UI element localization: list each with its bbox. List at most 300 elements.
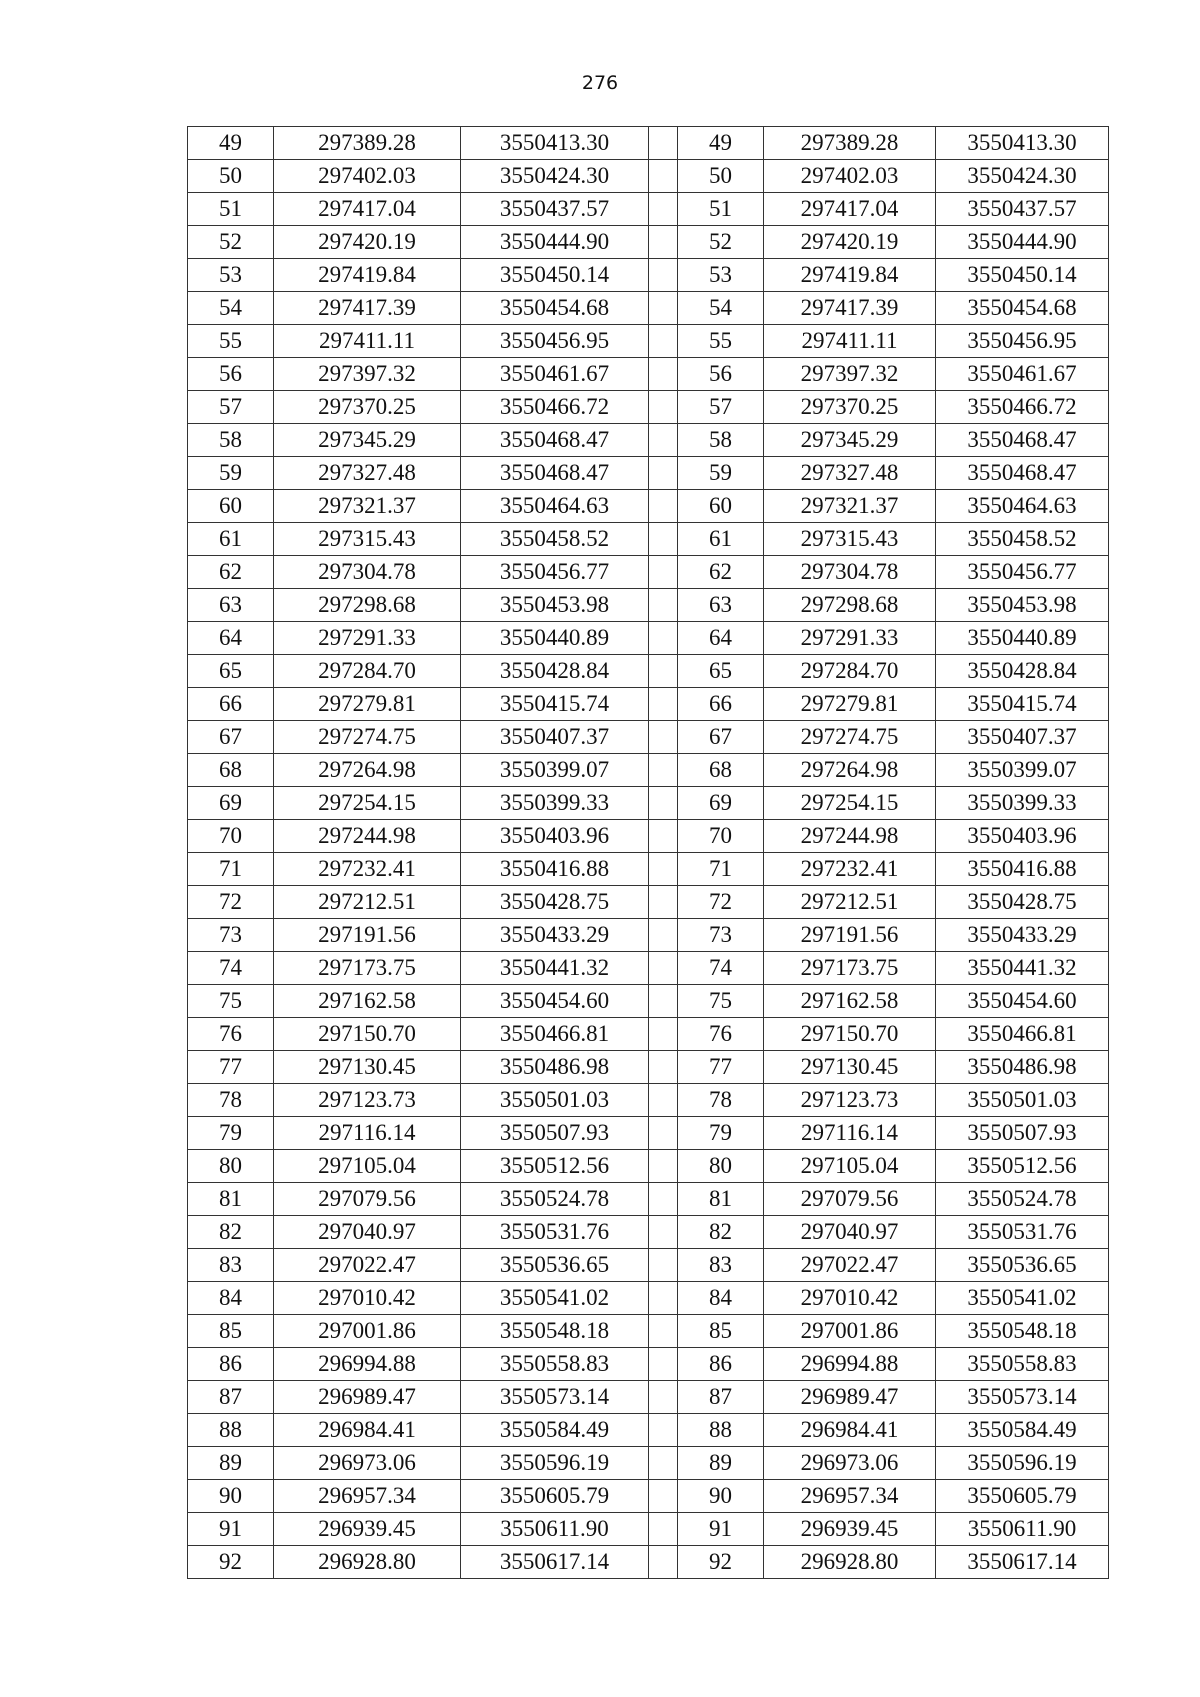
- right-x-coord-cell: 297327.48: [764, 457, 936, 490]
- right-x-coord-cell: 297254.15: [764, 787, 936, 820]
- right-point-id-cell: 78: [678, 1084, 764, 1117]
- left-y-coord-cell: 3550461.67: [461, 358, 649, 391]
- spacer-cell: [649, 820, 678, 853]
- right-point-id-cell: 57: [678, 391, 764, 424]
- right-x-coord-cell: 297370.25: [764, 391, 936, 424]
- left-y-coord-cell: 3550466.81: [461, 1018, 649, 1051]
- table-row: [188, 721, 1109, 754]
- left-point-id-cell: 74: [188, 952, 274, 985]
- left-y-coord-cell: 3550541.02: [461, 1282, 649, 1315]
- left-x-coord-cell: 296973.06: [274, 1447, 461, 1480]
- right-y-coord-cell: 3550466.81: [936, 1018, 1109, 1051]
- spacer-cell: [649, 292, 678, 325]
- table-row: [188, 1117, 1109, 1150]
- left-x-coord-cell: 296984.41: [274, 1414, 461, 1447]
- right-y-coord-cell: 3550573.14: [936, 1381, 1109, 1414]
- left-x-coord-cell: 297315.43: [274, 523, 461, 556]
- right-y-coord-cell: 3550416.88: [936, 853, 1109, 886]
- left-point-id-cell: 70: [188, 820, 274, 853]
- left-point-id-cell: 53: [188, 259, 274, 292]
- right-y-coord-cell: 3550444.90: [936, 226, 1109, 259]
- right-y-coord-cell: 3550486.98: [936, 1051, 1109, 1084]
- spacer-cell: [649, 1117, 678, 1150]
- left-point-id-cell: 78: [188, 1084, 274, 1117]
- left-y-coord-cell: 3550464.63: [461, 490, 649, 523]
- left-point-id-cell: 57: [188, 391, 274, 424]
- spacer-cell: [649, 490, 678, 523]
- left-y-coord-cell: 3550507.93: [461, 1117, 649, 1150]
- table-row: [188, 688, 1109, 721]
- right-point-id-cell: 77: [678, 1051, 764, 1084]
- table-row: [188, 1381, 1109, 1414]
- right-x-coord-cell: 297022.47: [764, 1249, 936, 1282]
- left-x-coord-cell: 297130.45: [274, 1051, 461, 1084]
- left-y-coord-cell: 3550399.33: [461, 787, 649, 820]
- table-row: [188, 358, 1109, 391]
- left-x-coord-cell: 297191.56: [274, 919, 461, 952]
- spacer-cell: [649, 457, 678, 490]
- left-y-coord-cell: 3550468.47: [461, 424, 649, 457]
- right-point-id-cell: 70: [678, 820, 764, 853]
- right-x-coord-cell: 297284.70: [764, 655, 936, 688]
- left-y-coord-cell: 3550453.98: [461, 589, 649, 622]
- left-y-coord-cell: 3550466.72: [461, 391, 649, 424]
- left-x-coord-cell: 297304.78: [274, 556, 461, 589]
- table-row: [188, 1216, 1109, 1249]
- left-x-coord-cell: 297105.04: [274, 1150, 461, 1183]
- left-point-id-cell: 86: [188, 1348, 274, 1381]
- right-y-coord-cell: 3550524.78: [936, 1183, 1109, 1216]
- spacer-cell: [649, 1183, 678, 1216]
- right-point-id-cell: 63: [678, 589, 764, 622]
- left-point-id-cell: 62: [188, 556, 274, 589]
- left-point-id-cell: 66: [188, 688, 274, 721]
- right-point-id-cell: 83: [678, 1249, 764, 1282]
- left-point-id-cell: 60: [188, 490, 274, 523]
- spacer-cell: [649, 886, 678, 919]
- spacer-cell: [649, 391, 678, 424]
- left-point-id-cell: 79: [188, 1117, 274, 1150]
- left-point-id-cell: 81: [188, 1183, 274, 1216]
- right-y-coord-cell: 3550399.07: [936, 754, 1109, 787]
- right-point-id-cell: 80: [678, 1150, 764, 1183]
- left-y-coord-cell: 3550413.30: [461, 127, 649, 160]
- table-row: [188, 1183, 1109, 1216]
- spacer-cell: [649, 1546, 678, 1579]
- left-point-id-cell: 71: [188, 853, 274, 886]
- left-x-coord-cell: 297417.39: [274, 292, 461, 325]
- table-row: [188, 1348, 1109, 1381]
- left-point-id-cell: 49: [188, 127, 274, 160]
- left-x-coord-cell: 297254.15: [274, 787, 461, 820]
- left-point-id-cell: 50: [188, 160, 274, 193]
- right-x-coord-cell: 297079.56: [764, 1183, 936, 1216]
- right-x-coord-cell: 297040.97: [764, 1216, 936, 1249]
- right-x-coord-cell: 297298.68: [764, 589, 936, 622]
- left-point-id-cell: 68: [188, 754, 274, 787]
- right-y-coord-cell: 3550428.84: [936, 655, 1109, 688]
- page-number: 276: [581, 72, 619, 94]
- right-point-id-cell: 58: [678, 424, 764, 457]
- right-x-coord-cell: 297232.41: [764, 853, 936, 886]
- right-y-coord-cell: 3550605.79: [936, 1480, 1109, 1513]
- right-x-coord-cell: 297150.70: [764, 1018, 936, 1051]
- right-x-coord-cell: 297417.04: [764, 193, 936, 226]
- right-point-id-cell: 68: [678, 754, 764, 787]
- left-x-coord-cell: 297345.29: [274, 424, 461, 457]
- left-y-coord-cell: 3550454.60: [461, 985, 649, 1018]
- right-y-coord-cell: 3550531.76: [936, 1216, 1109, 1249]
- right-point-id-cell: 65: [678, 655, 764, 688]
- right-y-coord-cell: 3550450.14: [936, 259, 1109, 292]
- right-point-id-cell: 71: [678, 853, 764, 886]
- right-y-coord-cell: 3550453.98: [936, 589, 1109, 622]
- right-y-coord-cell: 3550536.65: [936, 1249, 1109, 1282]
- right-y-coord-cell: 3550454.60: [936, 985, 1109, 1018]
- left-y-coord-cell: 3550441.32: [461, 952, 649, 985]
- table-row: [188, 556, 1109, 589]
- right-point-id-cell: 50: [678, 160, 764, 193]
- right-point-id-cell: 81: [678, 1183, 764, 1216]
- left-x-coord-cell: 296989.47: [274, 1381, 461, 1414]
- right-y-coord-cell: 3550458.52: [936, 523, 1109, 556]
- left-point-id-cell: 67: [188, 721, 274, 754]
- spacer-cell: [649, 1018, 678, 1051]
- right-x-coord-cell: 296928.80: [764, 1546, 936, 1579]
- left-x-coord-cell: 297162.58: [274, 985, 461, 1018]
- left-y-coord-cell: 3550531.76: [461, 1216, 649, 1249]
- spacer-cell: [649, 622, 678, 655]
- spacer-cell: [649, 358, 678, 391]
- table-row: [188, 853, 1109, 886]
- left-x-coord-cell: 296957.34: [274, 1480, 461, 1513]
- left-y-coord-cell: 3550424.30: [461, 160, 649, 193]
- right-point-id-cell: 82: [678, 1216, 764, 1249]
- spacer-cell: [649, 259, 678, 292]
- right-y-coord-cell: 3550617.14: [936, 1546, 1109, 1579]
- spacer-cell: [649, 919, 678, 952]
- coordinate-table: [187, 126, 1109, 1579]
- right-x-coord-cell: 297291.33: [764, 622, 936, 655]
- right-y-coord-cell: 3550456.77: [936, 556, 1109, 589]
- left-x-coord-cell: 297411.11: [274, 325, 461, 358]
- left-y-coord-cell: 3550617.14: [461, 1546, 649, 1579]
- coordinate-table-body: [188, 127, 1109, 1579]
- right-x-coord-cell: 297274.75: [764, 721, 936, 754]
- left-point-id-cell: 63: [188, 589, 274, 622]
- right-x-coord-cell: 296973.06: [764, 1447, 936, 1480]
- right-point-id-cell: 55: [678, 325, 764, 358]
- table-row: [188, 226, 1109, 259]
- table-row: [188, 1018, 1109, 1051]
- right-x-coord-cell: 296957.34: [764, 1480, 936, 1513]
- left-y-coord-cell: 3550399.07: [461, 754, 649, 787]
- right-y-coord-cell: 3550584.49: [936, 1414, 1109, 1447]
- left-y-coord-cell: 3550437.57: [461, 193, 649, 226]
- left-x-coord-cell: 297284.70: [274, 655, 461, 688]
- right-point-id-cell: 61: [678, 523, 764, 556]
- right-point-id-cell: 60: [678, 490, 764, 523]
- table-row: [188, 985, 1109, 1018]
- right-y-coord-cell: 3550424.30: [936, 160, 1109, 193]
- right-x-coord-cell: 297105.04: [764, 1150, 936, 1183]
- spacer-cell: [649, 589, 678, 622]
- right-point-id-cell: 51: [678, 193, 764, 226]
- right-x-coord-cell: 296984.41: [764, 1414, 936, 1447]
- left-x-coord-cell: 296928.80: [274, 1546, 461, 1579]
- right-y-coord-cell: 3550399.33: [936, 787, 1109, 820]
- left-x-coord-cell: 297298.68: [274, 589, 461, 622]
- left-point-id-cell: 64: [188, 622, 274, 655]
- right-x-coord-cell: 297279.81: [764, 688, 936, 721]
- left-x-coord-cell: 297010.42: [274, 1282, 461, 1315]
- left-point-id-cell: 51: [188, 193, 274, 226]
- right-point-id-cell: 86: [678, 1348, 764, 1381]
- table-row: [188, 457, 1109, 490]
- spacer-cell: [649, 1480, 678, 1513]
- left-x-coord-cell: 297232.41: [274, 853, 461, 886]
- right-point-id-cell: 74: [678, 952, 764, 985]
- left-point-id-cell: 90: [188, 1480, 274, 1513]
- left-y-coord-cell: 3550428.84: [461, 655, 649, 688]
- left-x-coord-cell: 297389.28: [274, 127, 461, 160]
- left-y-coord-cell: 3550403.96: [461, 820, 649, 853]
- right-point-id-cell: 66: [678, 688, 764, 721]
- table-row: [188, 127, 1109, 160]
- right-point-id-cell: 73: [678, 919, 764, 952]
- left-x-coord-cell: 296994.88: [274, 1348, 461, 1381]
- left-y-coord-cell: 3550456.77: [461, 556, 649, 589]
- left-y-coord-cell: 3550444.90: [461, 226, 649, 259]
- left-x-coord-cell: 297123.73: [274, 1084, 461, 1117]
- spacer-cell: [649, 193, 678, 226]
- right-y-coord-cell: 3550466.72: [936, 391, 1109, 424]
- left-y-coord-cell: 3550440.89: [461, 622, 649, 655]
- left-x-coord-cell: 297001.86: [274, 1315, 461, 1348]
- table-row: [188, 292, 1109, 325]
- spacer-cell: [649, 424, 678, 457]
- right-x-coord-cell: 297212.51: [764, 886, 936, 919]
- left-x-coord-cell: 297402.03: [274, 160, 461, 193]
- spacer-cell: [649, 556, 678, 589]
- right-y-coord-cell: 3550611.90: [936, 1513, 1109, 1546]
- left-point-id-cell: 56: [188, 358, 274, 391]
- right-point-id-cell: 87: [678, 1381, 764, 1414]
- table-row: [188, 490, 1109, 523]
- left-point-id-cell: 69: [188, 787, 274, 820]
- table-row: [188, 1051, 1109, 1084]
- left-x-coord-cell: 297116.14: [274, 1117, 461, 1150]
- left-y-coord-cell: 3550450.14: [461, 259, 649, 292]
- left-y-coord-cell: 3550605.79: [461, 1480, 649, 1513]
- right-x-coord-cell: 297304.78: [764, 556, 936, 589]
- right-point-id-cell: 75: [678, 985, 764, 1018]
- table-row: [188, 391, 1109, 424]
- right-x-coord-cell: 297130.45: [764, 1051, 936, 1084]
- right-y-coord-cell: 3550501.03: [936, 1084, 1109, 1117]
- left-point-id-cell: 54: [188, 292, 274, 325]
- right-y-coord-cell: 3550433.29: [936, 919, 1109, 952]
- right-x-coord-cell: 297389.28: [764, 127, 936, 160]
- left-x-coord-cell: 297040.97: [274, 1216, 461, 1249]
- left-point-id-cell: 58: [188, 424, 274, 457]
- left-y-coord-cell: 3550596.19: [461, 1447, 649, 1480]
- left-y-coord-cell: 3550416.88: [461, 853, 649, 886]
- right-point-id-cell: 92: [678, 1546, 764, 1579]
- left-x-coord-cell: 297370.25: [274, 391, 461, 424]
- left-x-coord-cell: 297419.84: [274, 259, 461, 292]
- right-y-coord-cell: 3550437.57: [936, 193, 1109, 226]
- spacer-cell: [649, 523, 678, 556]
- left-point-id-cell: 85: [188, 1315, 274, 1348]
- right-y-coord-cell: 3550415.74: [936, 688, 1109, 721]
- right-point-id-cell: 84: [678, 1282, 764, 1315]
- table-row: [188, 1447, 1109, 1480]
- right-x-coord-cell: 297010.42: [764, 1282, 936, 1315]
- left-x-coord-cell: 297274.75: [274, 721, 461, 754]
- left-x-coord-cell: 297264.98: [274, 754, 461, 787]
- right-y-coord-cell: 3550428.75: [936, 886, 1109, 919]
- right-x-coord-cell: 297001.86: [764, 1315, 936, 1348]
- left-y-coord-cell: 3550407.37: [461, 721, 649, 754]
- table-row: [188, 1249, 1109, 1282]
- spacer-cell: [649, 1051, 678, 1084]
- table-row: [188, 523, 1109, 556]
- left-point-id-cell: 83: [188, 1249, 274, 1282]
- left-y-coord-cell: 3550548.18: [461, 1315, 649, 1348]
- right-point-id-cell: 53: [678, 259, 764, 292]
- table-row: [188, 160, 1109, 193]
- spacer-cell: [649, 1381, 678, 1414]
- table-row: [188, 622, 1109, 655]
- spacer-cell: [649, 754, 678, 787]
- left-point-id-cell: 55: [188, 325, 274, 358]
- left-y-coord-cell: 3550415.74: [461, 688, 649, 721]
- right-x-coord-cell: 296939.45: [764, 1513, 936, 1546]
- left-point-id-cell: 77: [188, 1051, 274, 1084]
- left-point-id-cell: 91: [188, 1513, 274, 1546]
- right-point-id-cell: 89: [678, 1447, 764, 1480]
- right-point-id-cell: 90: [678, 1480, 764, 1513]
- right-y-coord-cell: 3550558.83: [936, 1348, 1109, 1381]
- left-x-coord-cell: 297212.51: [274, 886, 461, 919]
- left-x-coord-cell: 297173.75: [274, 952, 461, 985]
- spacer-cell: [649, 1216, 678, 1249]
- right-y-coord-cell: 3550456.95: [936, 325, 1109, 358]
- left-y-coord-cell: 3550458.52: [461, 523, 649, 556]
- right-x-coord-cell: 297417.39: [764, 292, 936, 325]
- table-row: [188, 886, 1109, 919]
- left-y-coord-cell: 3550558.83: [461, 1348, 649, 1381]
- spacer-cell: [649, 127, 678, 160]
- spacer-cell: [649, 721, 678, 754]
- right-x-coord-cell: 297315.43: [764, 523, 936, 556]
- right-x-coord-cell: 297116.14: [764, 1117, 936, 1150]
- left-point-id-cell: 72: [188, 886, 274, 919]
- left-point-id-cell: 75: [188, 985, 274, 1018]
- right-y-coord-cell: 3550548.18: [936, 1315, 1109, 1348]
- spacer-cell: [649, 688, 678, 721]
- left-y-coord-cell: 3550454.68: [461, 292, 649, 325]
- spacer-cell: [649, 1084, 678, 1117]
- left-x-coord-cell: 297397.32: [274, 358, 461, 391]
- table-row: [188, 1084, 1109, 1117]
- table-row: [188, 754, 1109, 787]
- right-y-coord-cell: 3550468.47: [936, 457, 1109, 490]
- right-point-id-cell: 67: [678, 721, 764, 754]
- left-x-coord-cell: 297420.19: [274, 226, 461, 259]
- right-y-coord-cell: 3550454.68: [936, 292, 1109, 325]
- right-x-coord-cell: 297162.58: [764, 985, 936, 1018]
- right-point-id-cell: 76: [678, 1018, 764, 1051]
- table-row: [188, 325, 1109, 358]
- table-row: [188, 919, 1109, 952]
- table-row: [188, 424, 1109, 457]
- right-y-coord-cell: 3550512.56: [936, 1150, 1109, 1183]
- left-y-coord-cell: 3550611.90: [461, 1513, 649, 1546]
- left-y-coord-cell: 3550428.75: [461, 886, 649, 919]
- right-x-coord-cell: 296994.88: [764, 1348, 936, 1381]
- right-x-coord-cell: 297345.29: [764, 424, 936, 457]
- table-row: [188, 655, 1109, 688]
- left-x-coord-cell: 297079.56: [274, 1183, 461, 1216]
- right-point-id-cell: 49: [678, 127, 764, 160]
- right-y-coord-cell: 3550461.67: [936, 358, 1109, 391]
- left-x-coord-cell: 297291.33: [274, 622, 461, 655]
- right-x-coord-cell: 297321.37: [764, 490, 936, 523]
- left-point-id-cell: 82: [188, 1216, 274, 1249]
- left-y-coord-cell: 3550512.56: [461, 1150, 649, 1183]
- spacer-cell: [649, 1513, 678, 1546]
- table-row: [188, 1150, 1109, 1183]
- right-x-coord-cell: 297173.75: [764, 952, 936, 985]
- right-point-id-cell: 56: [678, 358, 764, 391]
- right-point-id-cell: 69: [678, 787, 764, 820]
- right-y-coord-cell: 3550468.47: [936, 424, 1109, 457]
- right-x-coord-cell: 297264.98: [764, 754, 936, 787]
- right-y-coord-cell: 3550596.19: [936, 1447, 1109, 1480]
- spacer-cell: [649, 325, 678, 358]
- left-x-coord-cell: 297244.98: [274, 820, 461, 853]
- left-point-id-cell: 87: [188, 1381, 274, 1414]
- right-y-coord-cell: 3550464.63: [936, 490, 1109, 523]
- left-x-coord-cell: 297327.48: [274, 457, 461, 490]
- spacer-cell: [649, 1348, 678, 1381]
- spacer-cell: [649, 226, 678, 259]
- left-y-coord-cell: 3550573.14: [461, 1381, 649, 1414]
- table-row: [188, 787, 1109, 820]
- spacer-cell: [649, 952, 678, 985]
- right-x-coord-cell: 297244.98: [764, 820, 936, 853]
- right-point-id-cell: 59: [678, 457, 764, 490]
- left-point-id-cell: 92: [188, 1546, 274, 1579]
- left-y-coord-cell: 3550584.49: [461, 1414, 649, 1447]
- spacer-cell: [649, 787, 678, 820]
- spacer-cell: [649, 160, 678, 193]
- left-point-id-cell: 59: [188, 457, 274, 490]
- left-y-coord-cell: 3550486.98: [461, 1051, 649, 1084]
- right-point-id-cell: 79: [678, 1117, 764, 1150]
- left-point-id-cell: 61: [188, 523, 274, 556]
- table-row: [188, 259, 1109, 292]
- right-point-id-cell: 52: [678, 226, 764, 259]
- right-x-coord-cell: 297419.84: [764, 259, 936, 292]
- table-row: [188, 820, 1109, 853]
- left-point-id-cell: 89: [188, 1447, 274, 1480]
- spacer-cell: [649, 853, 678, 886]
- right-x-coord-cell: 297397.32: [764, 358, 936, 391]
- spacer-cell: [649, 655, 678, 688]
